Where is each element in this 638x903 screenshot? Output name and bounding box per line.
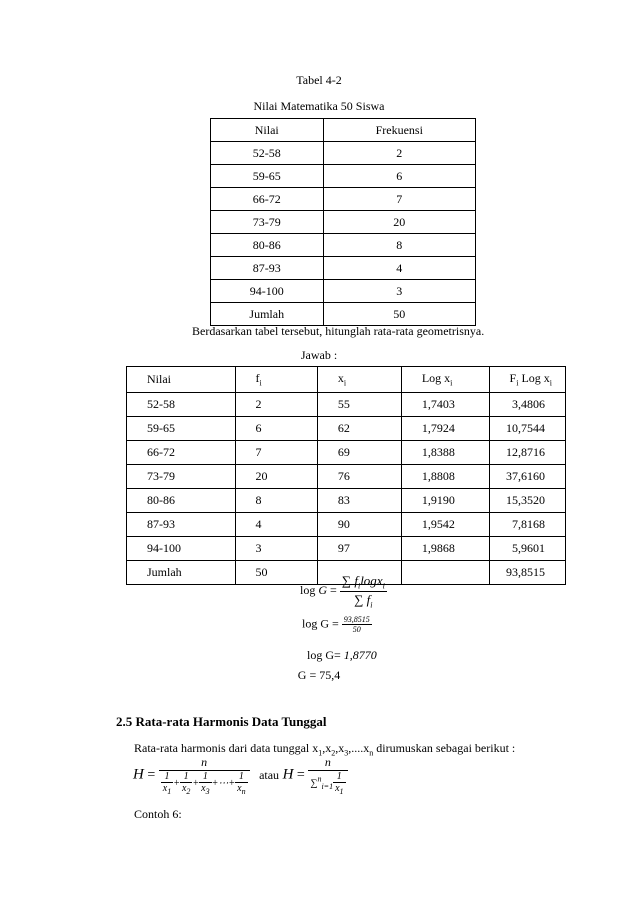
header-nilai: Nilai <box>127 367 236 393</box>
table-cell: 7,8168 <box>489 513 565 537</box>
table-cell: 15,3520 <box>489 489 565 513</box>
table-cell: 59-65 <box>127 417 236 441</box>
harmonic-formula: H = n $\frac{1}{x_1}$ + $\frac{1}{x_2}$ + $\frac{1}{x_3}$ +⋯+ $\frac{1}{x_n}$ atau H = n ∑$^n_{i=1}$ $\frac{1}{x_1}$ <box>133 755 348 796</box>
table-row <box>211 142 476 165</box>
table-cell: 73-79 <box>211 211 324 234</box>
harmonic-fraction-2: n ∑$^n_{i=1}$ $\frac{1}{x_1}$ <box>308 755 347 796</box>
answer-label: Jawab : <box>300 348 338 362</box>
table1-caption-line2: Nilai Matematika 50 Siswa <box>253 99 385 113</box>
table-cell: 69 <box>317 441 401 465</box>
table-cell: 52-58 <box>127 393 236 417</box>
table-cell: 12,8716 <box>489 441 565 465</box>
table-cell: 90 <box>317 513 401 537</box>
table-cell: 52-58 <box>211 142 324 165</box>
table-cell: 2 <box>235 393 317 417</box>
table-cell: 1,8808 <box>401 465 489 489</box>
formula-denominator: ∑ $f_i$ <box>354 591 373 610</box>
table-cell: 94-100 <box>211 280 324 303</box>
table-cell: 20 <box>235 465 317 489</box>
table-cell: 73-79 <box>127 465 236 489</box>
header-fi-log-xi: $F_i$ Log $x_i$ <box>489 367 565 393</box>
table-row <box>211 257 476 280</box>
harmonic-fraction-1: n $\frac{1}{x_1}$ + $\frac{1}{x_2}$ + $\frac{1}{x_3}$ +⋯+ $\frac{1}{x_n}$ <box>159 755 250 796</box>
table-row <box>211 165 476 188</box>
table-cell: 50 <box>235 561 317 585</box>
header-frekuensi: Frekuensi <box>323 119 475 142</box>
formula-numerator: ∑ $f_i\log x_i$ <box>341 573 385 591</box>
table-cell: 80-86 <box>211 234 324 257</box>
table-cell: 8 <box>323 234 475 257</box>
g-result: G = 75,4 <box>297 668 341 682</box>
table-cell: 1,7924 <box>401 417 489 441</box>
atau-text: atau <box>259 767 280 782</box>
table-cell: 87-93 <box>211 257 324 280</box>
table-row-total <box>211 303 476 326</box>
header-fi: $f_i$ <box>235 367 317 393</box>
table-row <box>127 489 566 513</box>
formula-log-prefix: log <box>300 582 316 597</box>
table-cell: 94-100 <box>127 537 236 561</box>
table-header-row <box>211 119 476 142</box>
table-cell: 3 <box>235 537 317 561</box>
table-cell: 1,9868 <box>401 537 489 561</box>
table-cell: Jumlah <box>127 561 236 585</box>
log-g-result: log G= 1,8770 <box>307 648 377 662</box>
table-cell: 7 <box>323 188 475 211</box>
table-cell: 5,9601 <box>489 537 565 561</box>
table-cell: 1,7403 <box>401 393 489 417</box>
table-row <box>127 537 566 561</box>
formula-fraction <box>340 573 387 609</box>
table-header-row <box>127 367 566 393</box>
table-row <box>127 417 566 441</box>
table-cell: 3,4806 <box>489 393 565 417</box>
table-row <box>211 211 476 234</box>
header-log-xi: Log $x_i$ <box>401 367 489 393</box>
table-cell: 93,8515 <box>489 561 565 585</box>
table-cell: 3 <box>323 280 475 303</box>
table-row <box>127 513 566 537</box>
table-row <box>211 188 476 211</box>
table-cell: 37,6160 <box>489 465 565 489</box>
frequency-table <box>210 118 476 326</box>
table-cell: 55 <box>317 393 401 417</box>
formula-g: G <box>318 582 328 597</box>
table-cell: 7 <box>235 441 317 465</box>
table-cell: Jumlah <box>211 303 324 326</box>
table-cell: 66-72 <box>127 441 236 465</box>
log-g-formula <box>300 573 387 609</box>
example-label: Contoh 6: <box>134 807 182 821</box>
table-cell: 62 <box>317 417 401 441</box>
header-nilai: Nilai <box>211 119 324 142</box>
log-g-substitution: log G = $\frac{93,8515}{50}$ <box>302 615 370 634</box>
section-heading: 2.5 Rata-rata Harmonis Data Tunggal <box>116 714 327 729</box>
table-cell: 20 <box>323 211 475 234</box>
table-cell <box>401 561 489 585</box>
table-row <box>211 234 476 257</box>
header-xi: $x_i$ <box>317 367 401 393</box>
table-cell: 66-72 <box>211 188 324 211</box>
table1-caption-line1: Tabel 4-2 <box>296 73 342 87</box>
table-cell: 4 <box>235 513 317 537</box>
table-cell: 4 <box>323 257 475 280</box>
substitution-fraction: $\frac{93,8515}{50}$ <box>343 615 370 634</box>
table-cell: 1,9190 <box>401 489 489 513</box>
table-row <box>211 280 476 303</box>
table-cell: 50 <box>323 303 475 326</box>
table-cell: 97 <box>317 537 401 561</box>
table-cell: 8 <box>235 489 317 513</box>
table-cell: 2 <box>323 142 475 165</box>
table-row <box>127 441 566 465</box>
table-cell: 87-93 <box>127 513 236 537</box>
formula-equals: = <box>330 582 337 597</box>
geometric-mean-table <box>126 366 566 585</box>
table-row <box>127 393 566 417</box>
table-cell: 1,8388 <box>401 441 489 465</box>
question-text: Berdasarkan tabel tersebut, hitunglah rata-rata geometrisnya. <box>192 324 485 338</box>
table-cell: 80-86 <box>127 489 236 513</box>
table-cell: 10,7544 <box>489 417 565 441</box>
table-cell: 83 <box>317 489 401 513</box>
table-cell: 6 <box>323 165 475 188</box>
table-cell: 59-65 <box>211 165 324 188</box>
section-intro: Rata-rata harmonis dari data tunggal $x_1,x_2,x_3,....x_n$ dirumuskan sebagai berikut : <box>134 741 516 758</box>
table-cell: 76 <box>317 465 401 489</box>
table-cell: 6 <box>235 417 317 441</box>
table-row <box>127 465 566 489</box>
table-cell: 1,9542 <box>401 513 489 537</box>
